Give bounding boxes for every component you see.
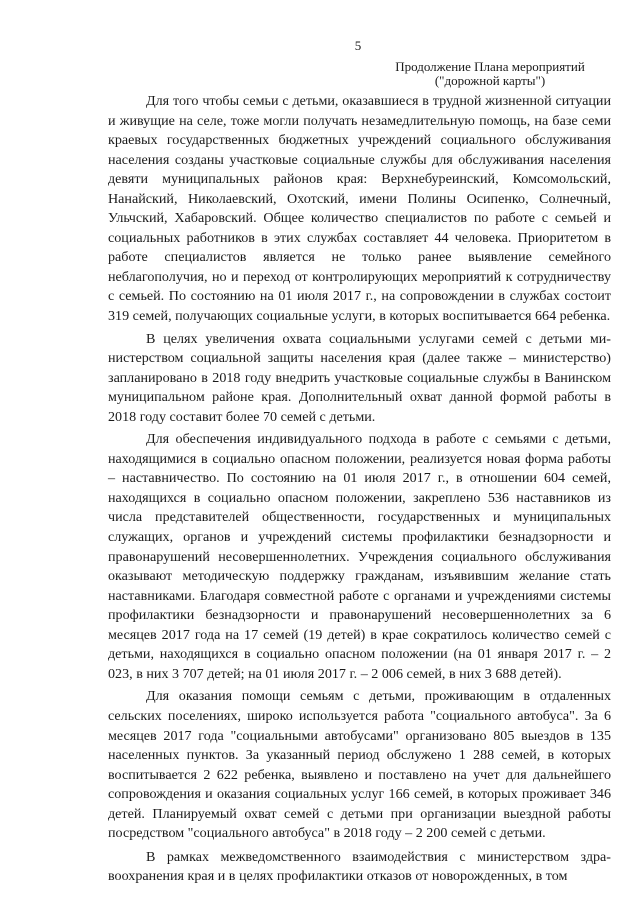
paragraph-social-bus: Для оказания помощи семьям с детьми, проживающим в отдаленных сельских поселениях, широко используется работа "социального автобуса". За 6 месяцев 2017 года "социальными автобусами" организовано 805 выездов в 135 населенных пунктов. За указанный период обслужено 1 288 семей, в которых воспитывается 2 622 ребенка, выявлено и поставлено на учет для дальнейшего сопровождения и оказания социальных услуг 166 семей, в которых проживает 346 детей. Планируемый охват семей с детьми при организации выездной работы посредством "социального автобуса" в 2018 году – 2 200 семей с детьми.	[108, 688, 611, 842]
page-number: 5	[354, 38, 362, 53]
paragraph-mentorship: Для обеспечения индивидуального подхода в работе с семьями с детьми, находящимися в социально опасном положении, реализуется новая форма работы – наставничество. По состоянию на 01 июля 2017 г., в отношении 604 семей, находящихся в социально опасном положении, закреплено 536 наставников из числа представителей общественности, государственных и муниципальных служащих, органов и учреждений системы профилактики безнадзорности и правонарушений несовершеннолетних. Учреждения социального обслуживания оказывают методическую поддержку гражданам, изъявившим желание стать наставниками. Благодаря совместной работе с органами и учреждениями системы профилактики безнадзорности и правонарушений несовершеннолетних за 6 месяцев 2017 года на 17 семей (19 детей) в крае сократилось количество семей с детьми, находящихся в социально опасном положении (на 01 января 2017 г. – 2 023, в них 3 707 детей; на 01 июля 2017 г. – 2 006 семей, в них 3 688 детей).	[108, 431, 611, 682]
document-body	[108, 92, 611, 890]
continuation-header-line-2: ("дорожной карты")	[434, 73, 546, 88]
paragraph-interagency: В рамках межведомственного взаимодействия с министерством здравоохранения края и в целях профилактики отказов от новорожденных, в том	[108, 848, 611, 885]
paragraph-rural-social-services: Для того чтобы семьи с детьми, оказавшиеся в трудной жизненной ситуации и живущие на селе, тоже могли получать незамедлительную помощь, на базе семи краевых государственных бюджетных учреждений социального обслуживания населения созданы участковые социальные службы для обслуживания населения девяти муниципальных районов края: Верхнебуреинский, Комсомольский, Нанайский, Николаевский, Охотский, имени Полины Осипенко, Солнечный, Ульчский, Хабаровский. Общее количество специалистов по работе с семьей и социальных работников в этих службах составляет 44 человека. Приоритетом в работе специалистов является не только ранее выявление семейного неблагополучия, но и переход от контролирующих мероприятий к сотрудничеству с семьей. По состоянию на 01 июля 2017 г., на сопровождении в службах состоит 319 семей, получающих социальные услуги, в которых воспитывается 664 ребенка.	[108, 93, 611, 325]
continuation-header	[370, 60, 610, 88]
paragraph-coverage-expansion: В целях увеличения охвата социальными услугами семей с детьми министерством социальной защиты населения края (далее также – министерство) запланировано в 2018 году внедрить участковые социальные службы в Ванинском муниципальном районе края. Дополнительный охват данной формой работы в 2018 году составит более 70 семей с детьми.	[108, 330, 611, 425]
continuation-header-line-1: Продолжение Плана мероприятий	[395, 59, 585, 74]
